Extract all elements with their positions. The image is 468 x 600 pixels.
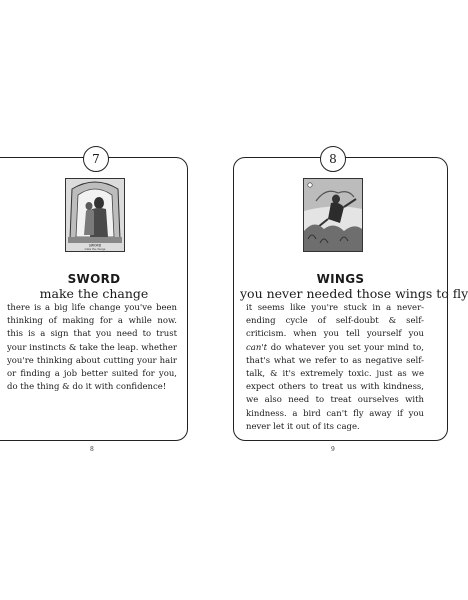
- card-subtitle: you never needed those wings to fly: [240, 286, 468, 301]
- card-illustration: [303, 178, 363, 252]
- art-caption: SWORD: [88, 243, 102, 248]
- card-description-emphasis: can't: [246, 342, 268, 353]
- card-title: WINGS: [316, 272, 365, 286]
- page-number-left: 8: [90, 446, 94, 453]
- art-subcaption: make the change: [84, 248, 106, 251]
- card-title: SWORD: [67, 272, 121, 286]
- tarot-card-sword: [0, 152, 188, 441]
- page-number-right: 9: [331, 446, 335, 453]
- card-number-badge: [83, 146, 109, 172]
- card-description-part: do whatever you set your mind to, that's what we refer to as negative self-talk, & it's extremely toxic. just as we expect others to treat us with kindness, we also need to treat ourselves with kindness. a bird can't fly away if you never let it out of its cage.: [246, 342, 424, 432]
- card-illustration: [65, 178, 125, 252]
- card-number: 7: [92, 152, 100, 166]
- card-description: [246, 302, 424, 434]
- sword-illustration: [66, 179, 124, 251]
- tarot-card-wings: [233, 152, 468, 441]
- card-number-badge: [320, 146, 346, 172]
- card-subtitle: make the change: [39, 286, 149, 301]
- wings-illustration: [304, 179, 362, 251]
- card-description: there is a big life change you've been thinking of making for a while now. this is a sign that you need to trust your instincts & take the leap. whether you're thinking about cutting your hair or finding a job better suited for you, do the thing & do it with confidence!: [7, 303, 177, 393]
- card-number: 8: [329, 152, 337, 166]
- card-description-part: it seems like you're stuck in a never-ending cycle of self-doubt & self-criticism. when you tell yourself you: [246, 303, 424, 340]
